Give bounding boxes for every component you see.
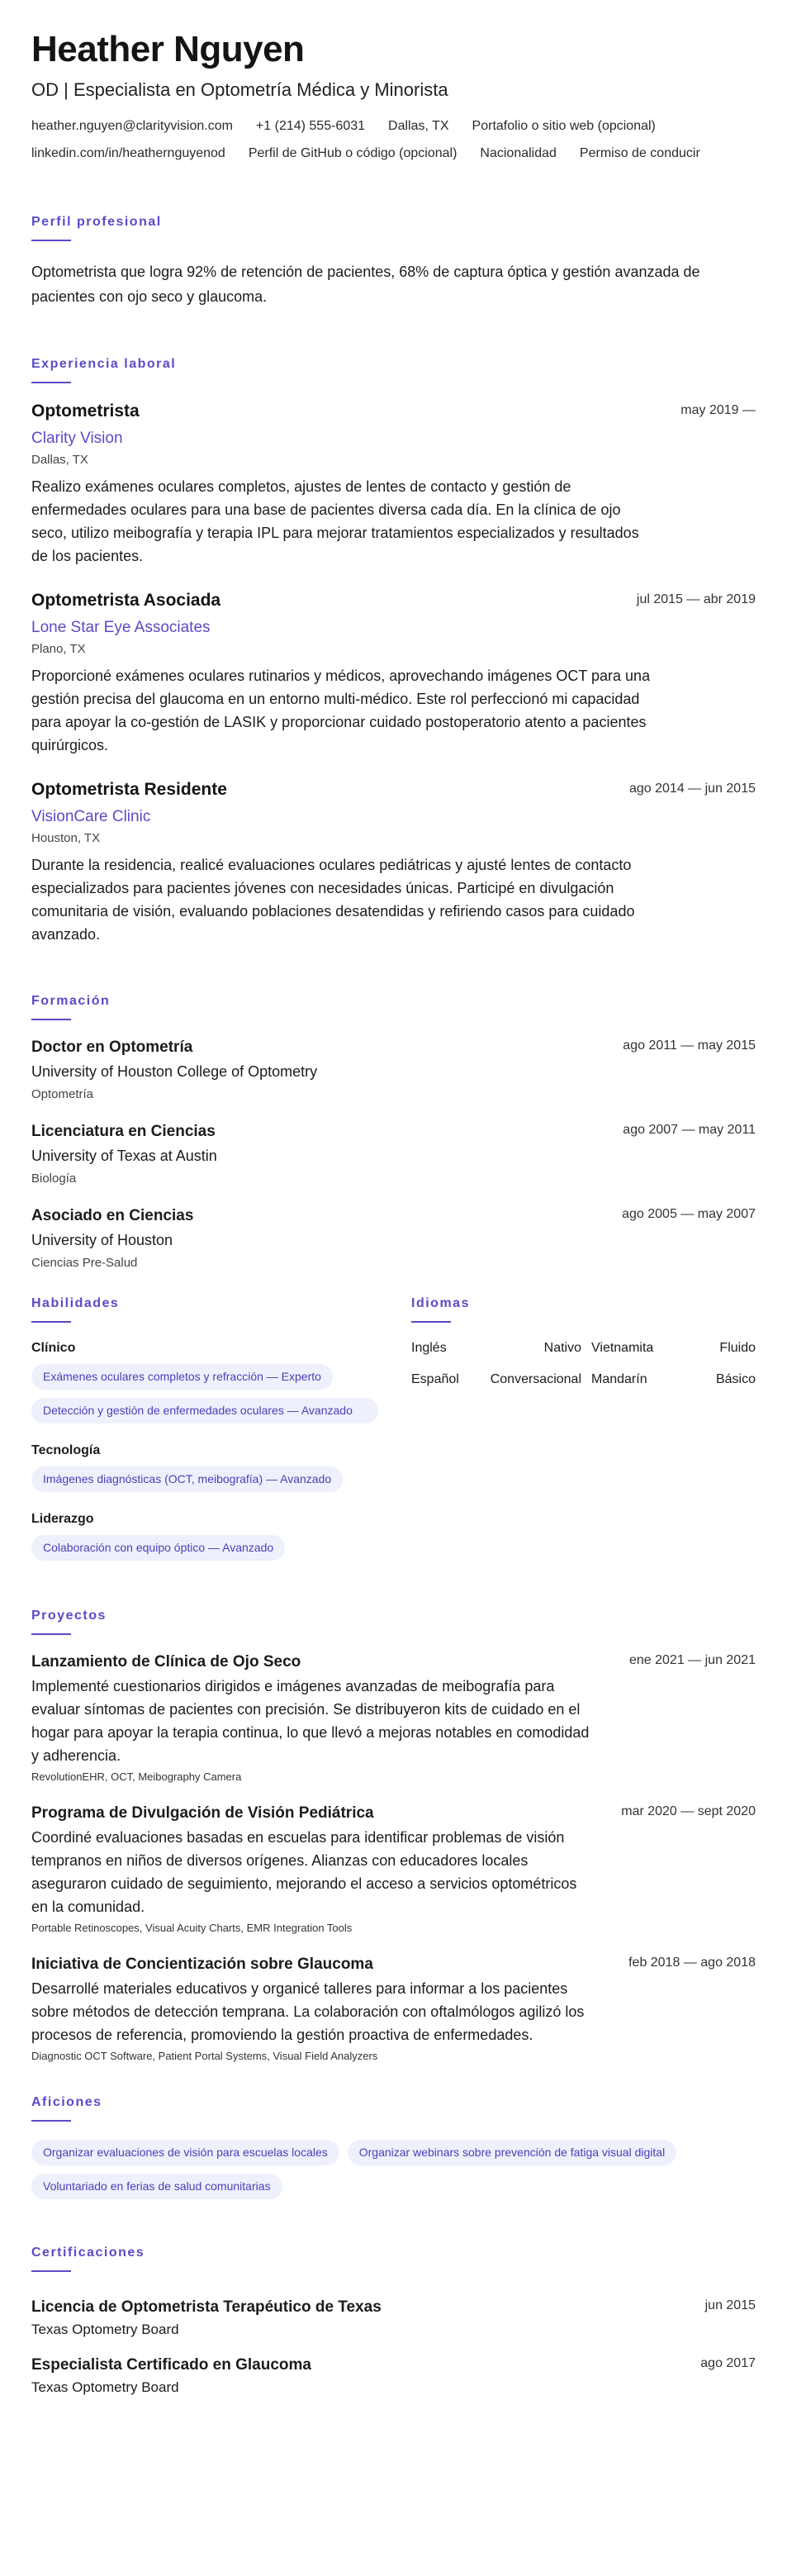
section-title: Experiencia laboral bbox=[31, 357, 177, 372]
skills-languages-section bbox=[31, 1296, 756, 1561]
education-school: University of Houston bbox=[31, 1232, 173, 1249]
section-title: Aficiones bbox=[31, 2095, 102, 2110]
certification-issuer: Texas Optometry Board bbox=[31, 2322, 179, 2338]
certification-date: jun 2015 bbox=[704, 2298, 756, 2313]
project-entry bbox=[31, 1956, 756, 2062]
certification-entry bbox=[31, 2298, 756, 2338]
job-company: Lone Star Eye Associates bbox=[31, 619, 211, 637]
job-entry bbox=[31, 780, 756, 946]
project-description: Desarrollé materiales educativos y organicé talleres para informar a los pacientes sobre métodos de detección temprana. La colaboración con oftalmólogos agilizó los procesos de referencia, promoviendo la gestión proactiva de enfermedades. bbox=[31, 1980, 585, 2044]
candidate-headline: OD | Especialista en Optometría Médica y Minorista bbox=[31, 79, 448, 101]
project-entry bbox=[31, 1804, 756, 1934]
project-date: mar 2020 — sept 2020 bbox=[621, 1804, 756, 1819]
project-description: Implementé cuestionarios dirigidos e imágenes avanzadas de meibografía para evaluar síntomas de pacientes con precisión. Se distribuyeron kits de cuidado en el hogar para apoyar la terapia continua, lo que llevó a mejoras notables en comodidad y adherencia. bbox=[31, 1678, 590, 1765]
contact-location: Dallas, TX bbox=[388, 119, 449, 134]
project-title: Iniciativa de Concientización sobre Glaucoma bbox=[31, 1956, 373, 1974]
section-title: Formación bbox=[31, 994, 111, 1009]
section-rule bbox=[411, 1321, 451, 1323]
education-school: University of Houston College of Optometry bbox=[31, 1063, 318, 1081]
section-rule bbox=[31, 1633, 71, 1635]
education-entry bbox=[31, 1207, 756, 1270]
contact-license: Permiso de conducir bbox=[579, 146, 700, 161]
section-title: Idiomas bbox=[411, 1296, 470, 1311]
skill-category: Clínico bbox=[31, 1341, 76, 1356]
skill-chip: Detección y gestión de enfermedades oculares — Avanzado bbox=[31, 1398, 378, 1423]
job-title: Optometrista Asociada bbox=[31, 591, 221, 611]
certification-name: Licencia de Optometrista Terapéutico de Texas bbox=[31, 2298, 382, 2317]
education-date: ago 2005 — may 2007 bbox=[622, 1207, 756, 1222]
section-rule bbox=[31, 2270, 71, 2272]
hobby-chip: Organizar webinars sobre prevención de fatiga visual digital bbox=[348, 2140, 676, 2165]
section-title: Perfil profesional bbox=[31, 215, 162, 230]
certifications-section bbox=[31, 2246, 756, 2396]
certification-issuer: Texas Optometry Board bbox=[31, 2379, 179, 2396]
projects-section bbox=[31, 1609, 756, 2062]
certification-name: Especialista Certificado en Glaucoma bbox=[31, 2356, 311, 2374]
section-title: Certificaciones bbox=[31, 2246, 145, 2260]
section-rule bbox=[31, 240, 71, 241]
education-school: University of Texas at Austin bbox=[31, 1148, 217, 1165]
language-level: Fluido bbox=[719, 1341, 756, 1356]
job-description: Proporcioné exámenes oculares rutinarios y médicos, aprovechando imágenes OCT para una gestión precisa del glaucoma en un entorno multi-médico. Este rol perfeccionó mi capacidad para apoyar la co-gestión de LASIK y proporcionar cuidado postoperatorio atento a pacientes quirúrgicos. bbox=[31, 668, 651, 754]
language-name: Español bbox=[411, 1372, 459, 1387]
education-degree: Licenciatura en Ciencias bbox=[31, 1123, 216, 1141]
project-tech: Portable Retinoscopes, Visual Acuity Charts, EMR Integration Tools bbox=[31, 1922, 353, 1935]
summary-text: Optometrista que logra 92% de retención de pacientes, 68% de captura óptica y gestión avanzada de pacientes con ojo seco y glaucoma. bbox=[31, 264, 700, 306]
job-date: may 2019 — bbox=[680, 403, 756, 418]
languages-column bbox=[411, 1296, 756, 1561]
job-location: Dallas, TX bbox=[31, 453, 88, 468]
candidate-name: Heather Nguyen bbox=[31, 29, 305, 69]
job-description: Realizo exámenes oculares completos, ajustes de lentes de contacto y gestión de enfermedades oculares para una base de pacientes diversa cada día. En la clínica de ojo seco, utilizo meibografía y terapia IPL para mejorar tratamientos especializados y resultados de los pacientes. bbox=[31, 478, 639, 565]
job-entry bbox=[31, 402, 756, 568]
education-degree: Asociado en Ciencias bbox=[31, 1207, 194, 1225]
section-rule bbox=[31, 382, 71, 383]
skill-chip: Exámenes oculares completos y refracción — Experto bbox=[31, 1364, 333, 1390]
contact-portfolio[interactable]: Portafolio o sitio web (opcional) bbox=[472, 119, 656, 134]
job-date: ago 2014 — jun 2015 bbox=[628, 782, 756, 796]
contact-github[interactable]: Perfil de GitHub o código (opcional) bbox=[248, 146, 458, 161]
project-date: feb 2018 — ago 2018 bbox=[628, 1956, 756, 1970]
contact-nationality: Nacionalidad bbox=[480, 146, 557, 161]
contact-email[interactable]: heather.nguyen@clarityvision.com bbox=[31, 119, 233, 134]
education-field: Optometría bbox=[31, 1087, 94, 1102]
job-description: Durante la residencia, realicé evaluaciones oculares pediátricas y ajusté lentes de contacto especializados para pacientes jóvenes con necesidades únicas. Participé en divulgación comunitaria de visión, evaluando poblaciones desatendidas y refiriendo casos para cuidado avanzado. bbox=[31, 857, 635, 943]
skill-chip: Imágenes diagnósticas (OCT, meibografía) — Avanzado bbox=[31, 1466, 343, 1492]
education-entry bbox=[31, 1123, 756, 1186]
project-title: Programa de Divulgación de Visión Pediátrica bbox=[31, 1804, 374, 1823]
certification-date: ago 2017 bbox=[700, 2356, 756, 2371]
section-rule bbox=[31, 2120, 71, 2122]
language-name: Inglés bbox=[411, 1341, 447, 1356]
section-title: Proyectos bbox=[31, 1609, 107, 1623]
education-section bbox=[31, 994, 756, 1270]
certification-entry bbox=[31, 2356, 756, 2396]
section-title: Habilidades bbox=[31, 1296, 120, 1311]
job-date: jul 2015 — abr 2019 bbox=[636, 592, 756, 607]
project-date: ene 2021 — jun 2021 bbox=[628, 1653, 756, 1668]
job-location: Plano, TX bbox=[31, 642, 86, 657]
education-entry bbox=[31, 1038, 756, 1101]
education-date: ago 2011 — may 2015 bbox=[623, 1038, 756, 1053]
section-rule bbox=[31, 1321, 71, 1323]
education-degree: Doctor en Optometría bbox=[31, 1038, 193, 1057]
skill-category: Liderazgo bbox=[31, 1512, 94, 1527]
hobby-chip: Organizar evaluaciones de visión para escuelas locales bbox=[31, 2140, 339, 2165]
contact-linkedin[interactable]: linkedin.com/in/heathernguyenod bbox=[31, 146, 225, 161]
language-name: Vietnamita bbox=[591, 1341, 654, 1356]
resume-header bbox=[31, 30, 756, 167]
education-field: Ciencias Pre-Salud bbox=[31, 1256, 138, 1271]
language-name: Mandarín bbox=[591, 1372, 647, 1387]
contact-list bbox=[31, 112, 756, 167]
language-level: Básico bbox=[715, 1372, 756, 1387]
contact-phone[interactable]: +1 (214) 555-6031 bbox=[255, 119, 366, 134]
summary-section bbox=[31, 215, 756, 309]
project-description: Coordiné evaluaciones basadas en escuelas para identificar problemas de visión tempranos en niños de diversos orígenes. Alianzas con educadores locales aseguraron cuidado de seguimiento, mejorando el acceso a servicios optométricos en la comunidad. bbox=[31, 1829, 577, 1916]
education-date: ago 2007 — may 2011 bbox=[623, 1123, 756, 1138]
experience-section bbox=[31, 357, 756, 946]
hobby-chip: Voluntariado en ferias de salud comunitarias bbox=[31, 2174, 282, 2199]
section-rule bbox=[31, 1019, 71, 1020]
job-company: VisionCare Clinic bbox=[31, 808, 151, 826]
job-entry bbox=[31, 591, 756, 757]
job-location: Houston, TX bbox=[31, 831, 101, 846]
skill-chip: Colaboración con equipo óptico — Avanzado bbox=[31, 1535, 285, 1561]
project-tech: RevolutionEHR, OCT, Meibography Camera bbox=[31, 1770, 242, 1784]
project-tech: Diagnostic OCT Software, Patient Portal Systems, Visual Field Analyzers bbox=[31, 2050, 378, 2063]
language-level: Conversacional bbox=[490, 1372, 581, 1387]
project-entry bbox=[31, 1653, 756, 1783]
job-title: Optometrista bbox=[31, 402, 140, 421]
skill-category: Tecnología bbox=[31, 1443, 101, 1458]
skills-column bbox=[31, 1296, 378, 1561]
hobbies-section bbox=[31, 2095, 756, 2199]
job-company: Clarity Vision bbox=[31, 430, 123, 448]
language-level: Nativo bbox=[543, 1341, 581, 1356]
education-field: Biología bbox=[31, 1172, 77, 1186]
project-title: Lanzamiento de Clínica de Ojo Seco bbox=[31, 1653, 301, 1671]
job-title: Optometrista Residente bbox=[31, 780, 227, 800]
language-grid bbox=[411, 1341, 756, 1387]
